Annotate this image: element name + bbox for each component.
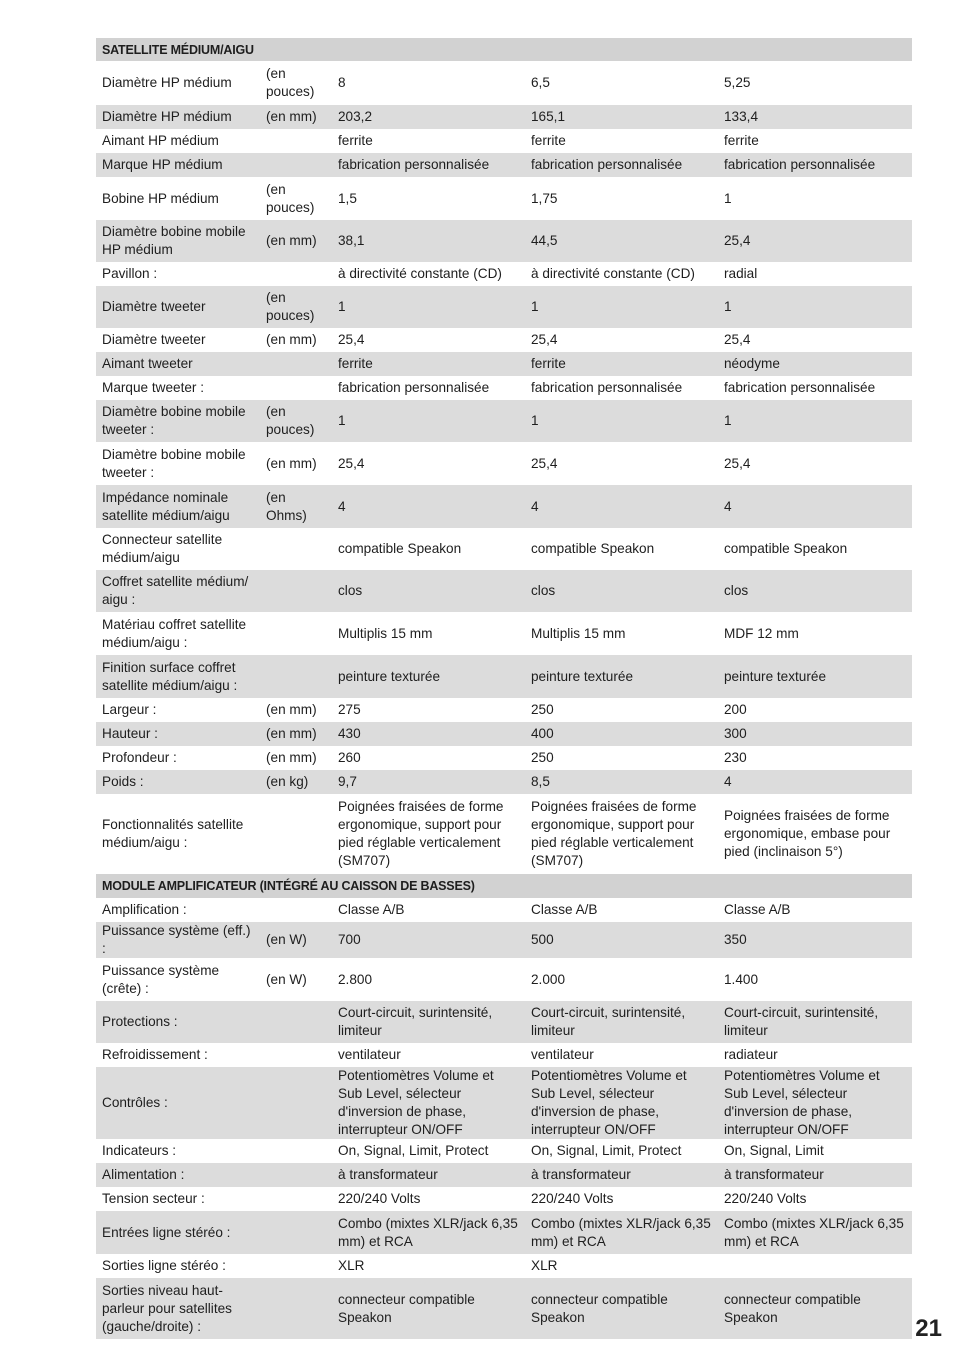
spec-value-model-2: 250 xyxy=(531,702,554,717)
spec-value-model-1: fabrication personnalisée xyxy=(338,380,490,395)
spec-label: Refroidissement : xyxy=(102,1047,208,1062)
spec-value-model-3: clos xyxy=(718,570,912,612)
spec-value-model-2: Poignées fraisées de forme ergonomique, support pour pied réglable verticalement (SM707) xyxy=(531,799,697,868)
spec-value-model-3: fabrication personnalisée xyxy=(718,153,912,177)
spec-value-model-1: Multiplis 15 mm xyxy=(338,625,433,641)
spec-value-model-2: 44,5 xyxy=(525,220,718,262)
spec-label: Aimant HP médium xyxy=(102,133,219,148)
spec-unit xyxy=(260,262,332,286)
spec-row xyxy=(96,1187,912,1211)
spec-value-model-3: 350 xyxy=(718,922,912,958)
spec-unit: (en mm) xyxy=(260,722,332,746)
spec-row xyxy=(96,1001,912,1043)
spec-value-model-3: 4 xyxy=(718,485,912,528)
spec-label: Puissance système (crête) : xyxy=(102,962,220,996)
spec-row xyxy=(96,376,912,400)
spec-unit xyxy=(260,1163,332,1187)
spec-value-model-3: radial xyxy=(724,266,758,281)
spec-value-model-3: Combo (mixtes XLR/jack 6,35 mm) et RCA xyxy=(718,1211,912,1254)
spec-label: Tension secteur : xyxy=(102,1191,205,1206)
spec-unit: (en pouces) xyxy=(260,286,332,328)
section-title: SATELLITE MÉDIUM/AIGU xyxy=(96,38,912,61)
spec-value-model-3: Court-circuit, surintensité, limiteur xyxy=(718,1001,912,1043)
spec-row xyxy=(96,61,912,105)
spec-value-model-1: 1 xyxy=(332,286,525,328)
spec-label: Diamètre tweeter xyxy=(96,286,260,328)
spec-value-model-2: 4 xyxy=(525,485,718,528)
spec-unit: (en W) xyxy=(260,922,332,958)
spec-row xyxy=(96,286,912,328)
spec-value-model-3 xyxy=(718,1254,912,1278)
spec-value-model-3: 1 xyxy=(718,400,912,442)
spec-unit: (en Ohms) xyxy=(260,485,332,528)
spec-value-model-1: Classe A/B xyxy=(338,902,405,917)
spec-row xyxy=(96,485,912,528)
spec-row xyxy=(96,612,912,655)
spec-value-model-3: 230 xyxy=(724,750,747,765)
spec-unit xyxy=(260,1067,332,1139)
spec-value-model-2: 25,4 xyxy=(531,332,558,347)
spec-row xyxy=(96,1139,912,1163)
page-number: 21 xyxy=(915,1315,942,1342)
spec-row xyxy=(96,262,912,286)
spec-value-model-2: compatible Speakon xyxy=(531,541,655,556)
spec-value-model-1: 38,1 xyxy=(332,220,525,262)
spec-value-model-2: 6,5 xyxy=(531,75,550,90)
spec-label: Contrôles : xyxy=(96,1067,260,1139)
spec-value-model-2: peinture texturée xyxy=(525,655,718,698)
spec-row xyxy=(96,1211,912,1254)
spec-value-model-3: 25,4 xyxy=(724,332,751,347)
spec-row xyxy=(96,442,912,485)
spec-value-model-1: Combo (mixtes XLR/jack 6,35 mm) et RCA xyxy=(332,1211,525,1254)
spec-label: Profondeur : xyxy=(102,750,177,765)
spec-value-model-1: ferrite xyxy=(338,133,373,148)
spec-label: Marque tweeter : xyxy=(102,380,204,395)
spec-value-model-3: 5,25 xyxy=(724,75,751,90)
spec-value-model-2: 400 xyxy=(525,722,718,746)
spec-value-model-2: connecteur compatible Speakon xyxy=(525,1278,718,1339)
spec-unit xyxy=(260,1043,332,1067)
spec-value-model-3: ferrite xyxy=(724,133,759,148)
spec-row xyxy=(96,746,912,770)
spec-value-model-3: 25,4 xyxy=(724,455,751,471)
spec-value-model-2: ferrite xyxy=(525,352,718,376)
spec-unit xyxy=(260,129,332,153)
spec-row xyxy=(96,129,912,153)
spec-value-model-2: 25,4 xyxy=(531,455,558,471)
spec-row xyxy=(96,1254,912,1278)
spec-value-model-1: Potentiomètres Volume et Sub Level, sélecteur d'inversion de phase, interrupteur ON/OFF xyxy=(332,1067,525,1139)
spec-row xyxy=(96,922,912,958)
spec-value-model-2: Classe A/B xyxy=(531,902,598,917)
spec-label: Marque HP médium xyxy=(96,153,260,177)
spec-value-model-2: ventilateur xyxy=(531,1047,594,1062)
spec-value-model-2: 1 xyxy=(525,400,718,442)
spec-unit xyxy=(260,1187,332,1211)
spec-unit xyxy=(260,655,332,698)
spec-value-model-1: 1,5 xyxy=(338,190,357,206)
spec-unit xyxy=(260,898,332,922)
spec-value-model-2: ferrite xyxy=(531,133,566,148)
spec-label: Hauteur : xyxy=(96,722,260,746)
spec-value-model-2: 220/240 Volts xyxy=(531,1191,614,1206)
spec-value-model-2: à directivité constante (CD) xyxy=(531,266,695,281)
spec-value-model-1: 430 xyxy=(332,722,525,746)
spec-value-model-2: fabrication personnalisée xyxy=(525,153,718,177)
spec-value-model-1: 25,4 xyxy=(338,455,365,471)
spec-label: Protections : xyxy=(96,1001,260,1043)
spec-row xyxy=(96,1043,912,1067)
spec-value-model-1: 700 xyxy=(332,922,525,958)
spec-value-model-3: peinture texturée xyxy=(718,655,912,698)
spec-label: Aimant tweeter xyxy=(96,352,260,376)
spec-value-model-1: à transformateur xyxy=(332,1163,525,1187)
spec-value-model-1: ferrite xyxy=(332,352,525,376)
spec-unit xyxy=(260,1211,332,1254)
spec-value-model-2: Court-circuit, surintensité, limiteur xyxy=(525,1001,718,1043)
spec-value-model-3: 25,4 xyxy=(718,220,912,262)
spec-value-model-2: 2.000 xyxy=(531,971,566,987)
spec-value-model-1: fabrication personnalisée xyxy=(332,153,525,177)
spec-value-model-1: compatible Speakon xyxy=(338,541,462,556)
spec-value-model-1: peinture texturée xyxy=(332,655,525,698)
spec-label: Amplification : xyxy=(102,902,187,917)
spec-value-model-1: 4 xyxy=(332,485,525,528)
spec-value-model-1: à directivité constante (CD) xyxy=(338,266,502,281)
spec-value-model-3: compatible Speakon xyxy=(724,541,848,556)
spec-label: Sorties ligne stéréo : xyxy=(102,1258,226,1273)
spec-value-model-1: Poignées fraisées de forme ergonomique, support pour pied réglable verticalement (SM707) xyxy=(338,799,504,868)
spec-value-model-3: 133,4 xyxy=(718,105,912,129)
spec-value-model-2: On, Signal, Limit, Protect xyxy=(531,1143,682,1158)
spec-unit: (en pouces) xyxy=(266,66,315,99)
spec-label: Pavillon : xyxy=(102,266,158,281)
spec-unit: (en mm) xyxy=(266,702,317,717)
spec-value-model-3: 1.400 xyxy=(724,971,759,987)
spec-unit: (en mm) xyxy=(266,332,317,347)
spec-unit xyxy=(260,153,332,177)
spec-value-model-3: 4 xyxy=(718,770,912,794)
spec-value-model-1: 2.800 xyxy=(338,971,373,987)
spec-value-model-3: néodyme xyxy=(718,352,912,376)
spec-row xyxy=(96,528,912,570)
spec-unit: (en pouces) xyxy=(260,400,332,442)
spec-value-model-3: Poignées fraisées de forme ergonomique, embase pour pied (inclinaison 5°) xyxy=(724,808,891,859)
spec-value-model-1: 8 xyxy=(338,75,346,90)
section-header xyxy=(96,874,912,898)
spec-label: Diamètre HP médium xyxy=(96,105,260,129)
spec-value-model-1: ventilateur xyxy=(338,1047,401,1062)
spec-unit xyxy=(260,1139,332,1163)
section-header xyxy=(96,38,912,61)
spec-value-model-1: XLR xyxy=(338,1258,365,1273)
spec-value-model-1: 203,2 xyxy=(332,105,525,129)
spec-value-model-1: connecteur compatible Speakon xyxy=(332,1278,525,1339)
spec-row xyxy=(96,898,912,922)
spec-label: Diamètre bobine mobile tweeter : xyxy=(102,446,246,480)
spec-label: Entrées ligne stéréo : xyxy=(96,1211,260,1254)
spec-value-model-2: fabrication personnalisée xyxy=(531,380,683,395)
spec-label: Largeur : xyxy=(102,702,157,717)
spec-unit: (en W) xyxy=(266,971,307,987)
spec-label: Poids : xyxy=(96,770,260,794)
spec-value-model-1: 275 xyxy=(338,702,361,717)
spec-value-model-1: Court-circuit, surintensité, limiteur xyxy=(332,1001,525,1043)
spec-value-model-2: XLR xyxy=(531,1258,558,1273)
spec-label: Matériau coffret satellite médium/aigu : xyxy=(102,616,247,650)
spec-row xyxy=(96,400,912,442)
spec-label: Coffret satellite médium/ aigu : xyxy=(96,570,260,612)
spec-label: Diamètre bobine mobile HP médium xyxy=(96,220,260,262)
spec-unit xyxy=(260,794,332,874)
spec-value-model-3: Classe A/B xyxy=(724,902,791,917)
spec-label: Sorties niveau haut-parleur pour satellites (gauche/droite) : xyxy=(96,1278,260,1339)
spec-label: Alimentation : xyxy=(96,1163,260,1187)
spec-value-model-2: clos xyxy=(525,570,718,612)
spec-label: Diamètre HP médium xyxy=(102,75,232,90)
spec-unit xyxy=(260,612,332,655)
spec-value-model-3: MDF 12 mm xyxy=(724,625,799,641)
spec-value-model-3: à transformateur xyxy=(718,1163,912,1187)
spec-value-model-2: 165,1 xyxy=(525,105,718,129)
spec-row xyxy=(96,328,912,352)
spec-row xyxy=(96,770,912,794)
spec-unit: (en mm) xyxy=(260,220,332,262)
spec-value-model-2: 1,75 xyxy=(531,190,558,206)
spec-value-model-2: 250 xyxy=(531,750,554,765)
spec-row xyxy=(96,698,912,722)
spec-row xyxy=(96,352,912,376)
spec-value-model-2: 500 xyxy=(525,922,718,958)
spec-value-model-1: 1 xyxy=(332,400,525,442)
spec-label: Diamètre tweeter xyxy=(102,332,206,347)
spec-value-model-3: radiateur xyxy=(724,1047,778,1062)
spec-value-model-1: 9,7 xyxy=(332,770,525,794)
spec-label: Bobine HP médium xyxy=(102,190,219,206)
spec-value-model-2: Multiplis 15 mm xyxy=(531,625,626,641)
spec-unit xyxy=(260,1278,332,1339)
spec-value-model-2: 1 xyxy=(525,286,718,328)
spec-row xyxy=(96,1067,912,1139)
spec-value-model-2: Potentiomètres Volume et Sub Level, sélecteur d'inversion de phase, interrupteur ON/OFF xyxy=(525,1067,718,1139)
spec-row xyxy=(96,1278,912,1339)
spec-row xyxy=(96,794,912,874)
spec-value-model-3: 1 xyxy=(718,286,912,328)
spec-row xyxy=(96,958,912,1001)
spec-unit xyxy=(260,352,332,376)
spec-row xyxy=(96,220,912,262)
spec-value-model-2: à transformateur xyxy=(525,1163,718,1187)
spec-row xyxy=(96,153,912,177)
spec-unit xyxy=(260,570,332,612)
spec-value-model-2: 8,5 xyxy=(525,770,718,794)
spec-value-model-3: On, Signal, Limit xyxy=(724,1143,824,1158)
spec-row xyxy=(96,177,912,220)
spec-table-body xyxy=(96,38,912,1339)
spec-unit: (en pouces) xyxy=(266,181,315,215)
spec-row xyxy=(96,722,912,746)
spec-unit xyxy=(260,1001,332,1043)
spec-unit: (en mm) xyxy=(266,455,317,471)
spec-value-model-3: fabrication personnalisée xyxy=(724,380,876,395)
spec-value-model-3: 200 xyxy=(724,702,747,717)
spec-unit: (en mm) xyxy=(266,750,317,765)
spec-label: Puissance système (eff.) : xyxy=(96,922,260,958)
spec-row xyxy=(96,105,912,129)
spec-row xyxy=(96,1163,912,1187)
spec-value-model-3: 1 xyxy=(724,190,732,206)
spec-label: Impédance nominale satellite médium/aigu xyxy=(96,485,260,528)
spec-label: Finition surface coffret satellite médium/aigu : xyxy=(96,655,260,698)
spec-value-model-3: 300 xyxy=(718,722,912,746)
spec-label: Fonctionnalités satellite médium/aigu : xyxy=(102,817,244,850)
spec-row xyxy=(96,655,912,698)
spec-table xyxy=(96,38,912,1339)
spec-value-model-1: On, Signal, Limit, Protect xyxy=(338,1143,489,1158)
spec-value-model-3: connecteur compatible Speakon xyxy=(718,1278,912,1339)
spec-value-model-1: 220/240 Volts xyxy=(338,1191,421,1206)
spec-label: Diamètre bobine mobile tweeter : xyxy=(96,400,260,442)
spec-value-model-2: Combo (mixtes XLR/jack 6,35 mm) et RCA xyxy=(525,1211,718,1254)
section-title: MODULE AMPLIFICATEUR (INTÉGRÉ AU CAISSON DE BASSES) xyxy=(96,874,912,898)
spec-unit xyxy=(260,376,332,400)
spec-value-model-1: 260 xyxy=(338,750,361,765)
spec-label: Connecteur satellite médium/aigu xyxy=(102,532,223,565)
spec-label: Indicateurs : xyxy=(102,1143,177,1158)
spec-unit: (en mm) xyxy=(260,105,332,129)
spec-value-model-1: clos xyxy=(332,570,525,612)
spec-value-model-1: 25,4 xyxy=(338,332,365,347)
spec-row xyxy=(96,570,912,612)
spec-value-model-3: Potentiomètres Volume et Sub Level, sélecteur d'inversion de phase, interrupteur ON/OFF xyxy=(718,1067,912,1139)
spec-unit: (en kg) xyxy=(260,770,332,794)
spec-unit xyxy=(260,528,332,570)
spec-unit xyxy=(260,1254,332,1278)
spec-value-model-3: 220/240 Volts xyxy=(724,1191,807,1206)
